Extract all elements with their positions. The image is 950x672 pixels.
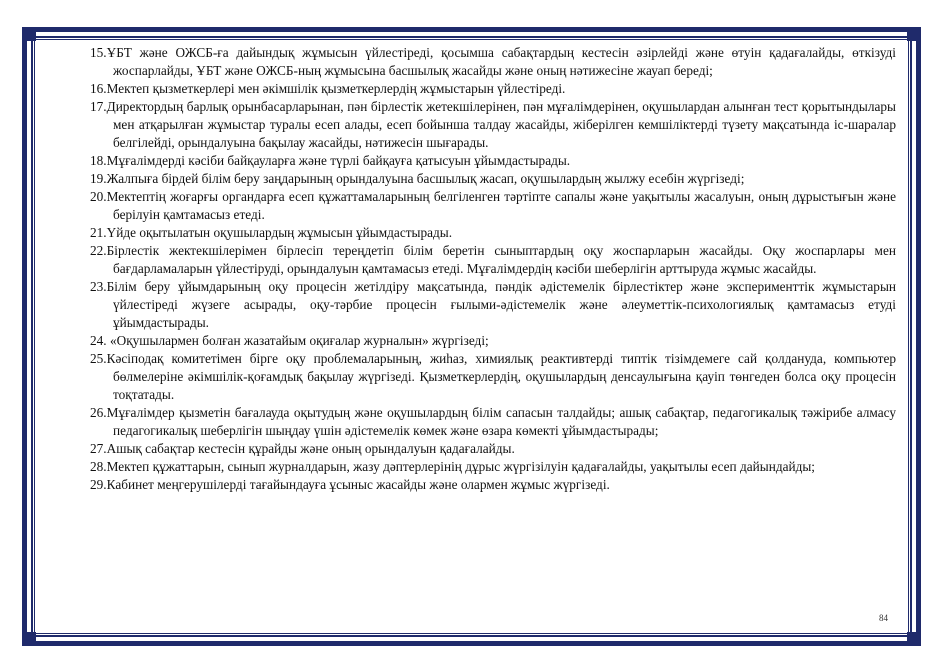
list-item: 25.Кәсіподақ комитетімен бірге оқу проблемаларының, жиһаз, химиялық реактивтерді типтік тізімдемеге сай қолдануда, компьютер бөлмелеріне әкімшілік-қоғамдық бақылау жүргізеді. Қызметкерлердің, оқушылардың денсаулығына қауіп төнгеден болса оқу процесін тоқтатады. — [90, 351, 896, 402]
list-item: 16.Мектеп қызметкерлері мен әкімшілік қызметкерлердің жұмыстарын үйлестіреді. — [90, 81, 566, 96]
duties-list — [90, 44, 896, 494]
list-item: 26.Мұғалімдер қызметін бағалауда оқытудың және оқушылардың білім сапасын талдайды; ашық сабақтар, педагогикалық тәжірибе алмасу педагогикалық шеберлігін шыңдау үшін әдістемелік көмек және өзара көмекті ұйымдастырады; — [90, 405, 896, 438]
list-item: 17.Директордың барлық орынбасарларынан, пән бірлестік жетекшілерінен, пән мұғалімдерінен, оқушылардан алынған тест қорытындылары мен атқарылған жұмыстар туралы есеп алады, есеп бойынша талдау жасайды, жіберілген кемшіліктерді түзету мақсатында іс-шаралар белгілейді, орындалуына бақылау жасайды, нәтижесін шығарады. — [90, 99, 896, 150]
list-item: 22.Бірлестік жектекшілерімен бірлесіп тереңдетіп білім беретін сыныптардың оқу жоспарларын жасайды. Оқу жоспарлары мен бағдарламаларын үйлестіруді, орындалуын қамтамасыз етеді. Мұғалімдердің кәсіби шеберлігін арттыруда жұмыс жасайды. — [90, 243, 896, 276]
list-item: 21.Үйде оқытылатын оқушылардың жұмысын ұйымдастырады. — [90, 225, 453, 240]
border-corner-bottom-right — [907, 632, 921, 646]
list-item: 20.Мектептің жоғарғы органдарға есеп құжаттамаларының белгіленген тәртіпте сапалы және уақытылы жасалуын, оның дұрыстығын және берілуін қамтамасыз етеді. — [90, 189, 896, 222]
list-item: 15.ҰБТ және ОЖСБ-ға дайындық жұмысын үйлестіреді, қосымша сабақтардың кестесін әзірлейді және өтуін қадағалайды, өткізуді жоспарлайды, ҰБТ және ОЖСБ-ның жұмысына басшылық жасайды және оның нәтижесіне жауап береді; — [90, 45, 896, 78]
border-corner-top-right — [907, 27, 921, 41]
list-item: 27.Ашық сабақтар кестесін құрайды және оның орындалуын қадағалайды. — [90, 441, 515, 456]
border-corner-top-left — [22, 27, 36, 41]
list-item: 23.Білім беру ұйымдарының оқу процесін жетілдіру мақсатында, пәндік әдістемелік бірлестіктер және эксперименттік жұмыстарын үйлестіреді жүзеге асырады, оқу-тәрбие процесін ғылыми-әдістемелік және әлеуметтік-психологиялық қамтамасыз етуді ұйымдастырады. — [90, 279, 896, 330]
list-item: 19.Жалпыға бірдей білім беру заңдарының орындалуына басшылық жасап, оқушылардың жылжу есебін жүргізеді; — [90, 171, 745, 186]
list-item: 18.Мұғалімдерді кәсіби байқауларға және түрлі байқауға қатысуын ұйымдастырады. — [90, 153, 571, 168]
list-item: 28.Мектеп құжаттарын, сынып журналдарын, жазу дәптерлерінің дұрыс жүргізілуін қадағалайды, уақытылы есеп дайындайды; — [90, 459, 816, 474]
page-number: 84 — [879, 613, 888, 623]
document-body — [90, 44, 896, 494]
list-item: 29.Кабинет меңгерушілерді тағайындауға ұсыныс жасайды және олармен жұмыс жүргізеді. — [90, 477, 610, 492]
list-item: 24. «Оқушылармен болған жазатайым оқиғалар журналын» жүргізеді; — [90, 333, 489, 348]
border-corner-bottom-left — [22, 632, 36, 646]
